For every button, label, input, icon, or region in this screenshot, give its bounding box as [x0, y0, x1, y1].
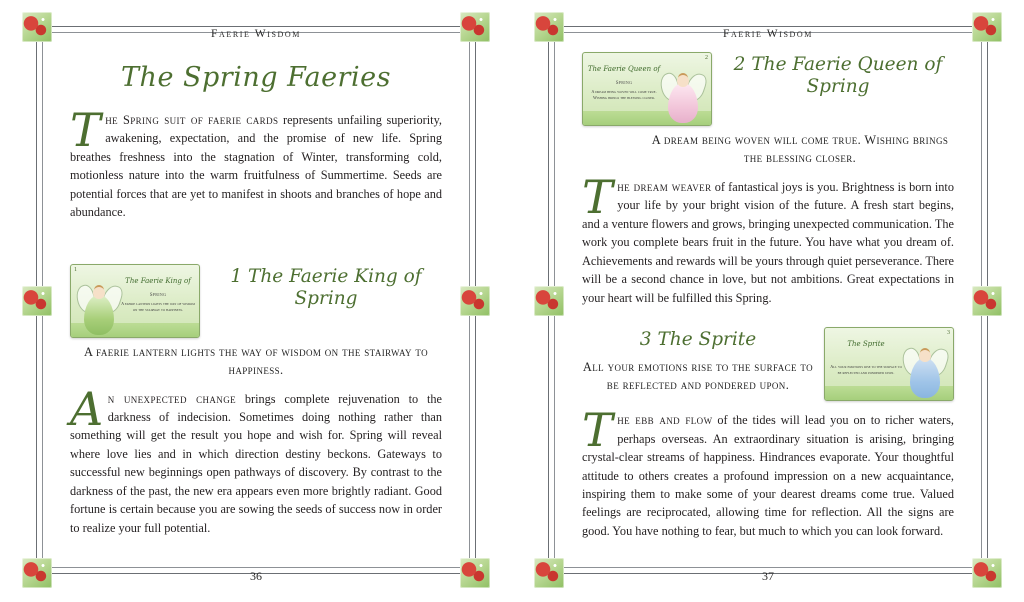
card-number: 1	[74, 266, 77, 273]
card-image-faerie-queen	[582, 52, 712, 126]
entry-text-sprite	[582, 403, 954, 540]
card-image-sprite	[824, 327, 954, 401]
card-number: 2	[705, 55, 708, 61]
entry-body-queen: of fantastical joys is you. Brightness is born into your life by your bright vision of the future. A fresh start begins, and a venture flowers and grows, bringing unexpected communication. The work you complete bears fruit in the future. You have what you dream of. Achievements and rewards will be yours through quiet perseverance. There will be a second chance in love, but not ambitions. Great expectations in your heart will be fulfilled this Spring.	[582, 179, 954, 305]
card-caption: A dream being woven will come true. Wishing brings the blessing closer.	[591, 89, 657, 101]
mushroom-ornament-icon	[22, 286, 52, 316]
entry-text-queen	[582, 169, 954, 307]
intro-paragraph	[70, 103, 442, 230]
mushroom-ornament-icon	[534, 286, 564, 316]
right-page-content	[582, 52, 954, 540]
entry-lead-sprite: he ebb and flow	[617, 413, 713, 428]
entry-body-king: brings complete rejuvenation to the darkness of indecision. Sometimes doing nothing rather than something will get the result you hope and wish for. Spring will reveal where love lies and in which direction destiny beckons. Gateways to successful new beginnings open pathways of discovery. By contrast to the darkness of the past, the new era appears even more brightly radiant. Good fortune is certain because you are sowing the seeds of success now in order to realize your full potential.	[70, 391, 443, 535]
entry-text-king	[70, 381, 443, 538]
entry-paragraph-king	[70, 381, 443, 546]
intro-lead: he Spring suit of faerie cards	[105, 113, 279, 127]
card-image-faerie-king	[70, 264, 200, 338]
page-number-left: 36	[250, 569, 262, 583]
figure-head	[677, 75, 689, 87]
running-head: Faerie Wisdom	[210, 28, 302, 40]
entry-paragraph-queen	[582, 169, 954, 315]
intro-body: represents unfailing superiority, awakening, expectation, and the promise of new life. Spring breathes freshness into the stagnation of Winter, transforming cold, motionless nature into the warm fruitfulness of Summertime. Seeds are potential forces that are yet to manifest in shoots and branches of hope and abundance.	[70, 113, 442, 220]
faerie-figure	[903, 334, 947, 400]
running-head: Faerie Wisdom	[722, 28, 814, 40]
card-subtitle: Spring	[149, 292, 167, 298]
card-title: The Faerie King of	[125, 276, 191, 285]
entry-blurb-sprite: All your emotions rise to the surface to be reflected and pondered upon.	[582, 360, 814, 393]
entry-heading-queen: 2 The Faerie Queen of Spring	[733, 54, 943, 98]
intro-text	[70, 103, 442, 222]
entry-lead-king: n unexpected change	[107, 391, 236, 406]
page-number-right: 37	[762, 569, 774, 583]
card-caption: A faerie lantern lights the way of wisdom on the stairway to happiness.	[121, 300, 195, 312]
card-title: The Faerie Queen of	[587, 65, 661, 73]
entry-body-sprite: of the tides will lead you on to richer waters, perhaps overseas. An extraordinary situation is arising, bringing crystal-clear streams of happiness. Hindrances evaporate. Your thoughtful attitude to others creates a profound impression on a new acquaintance, inspiring them to make some of your dearest dreams come true. Valued feelings are reciprocated, allowing time for reflection. All the signs are good. You have nothing to fear, but much to which you can look forward.	[582, 413, 954, 538]
faerie-figure	[77, 271, 121, 337]
drop-cap: T	[582, 403, 614, 458]
entry-blurb-king: A faerie lantern lights the way of wisdom on the stairway to happiness.	[83, 344, 429, 377]
card-number: 3	[947, 330, 950, 337]
faerie-figure	[661, 59, 705, 125]
entry-heading-sprite: 3 The Sprite	[639, 329, 757, 351]
drop-cap: T	[70, 103, 102, 157]
page-title: The Spring Faeries	[121, 62, 391, 93]
card-subtitle: Spring	[615, 81, 633, 86]
entry-blurb-queen: A dream being woven will come true. Wishing brings the blessing closer.	[651, 133, 949, 165]
right-page	[512, 0, 1024, 602]
entry-heading-king: 1 The Faerie King of Spring	[230, 265, 422, 309]
card-caption: All your emotions rise to the surface to be reflected and pondered upon.	[830, 364, 902, 376]
left-page-content	[70, 52, 442, 540]
mushroom-ornament-icon	[972, 286, 1002, 316]
entry-queen-header	[582, 52, 954, 126]
entry-sprite-header	[582, 327, 954, 405]
figure-head	[919, 350, 931, 362]
card-title: The Sprite	[847, 340, 885, 349]
figure-head	[93, 287, 105, 299]
drop-cap: T	[582, 169, 614, 224]
entry-paragraph-sprite	[582, 403, 954, 548]
entry-lead-queen: he dream weaver	[617, 179, 712, 194]
mushroom-ornament-icon	[460, 286, 490, 316]
entry-king-header	[70, 264, 442, 338]
drop-cap: A	[70, 381, 104, 436]
